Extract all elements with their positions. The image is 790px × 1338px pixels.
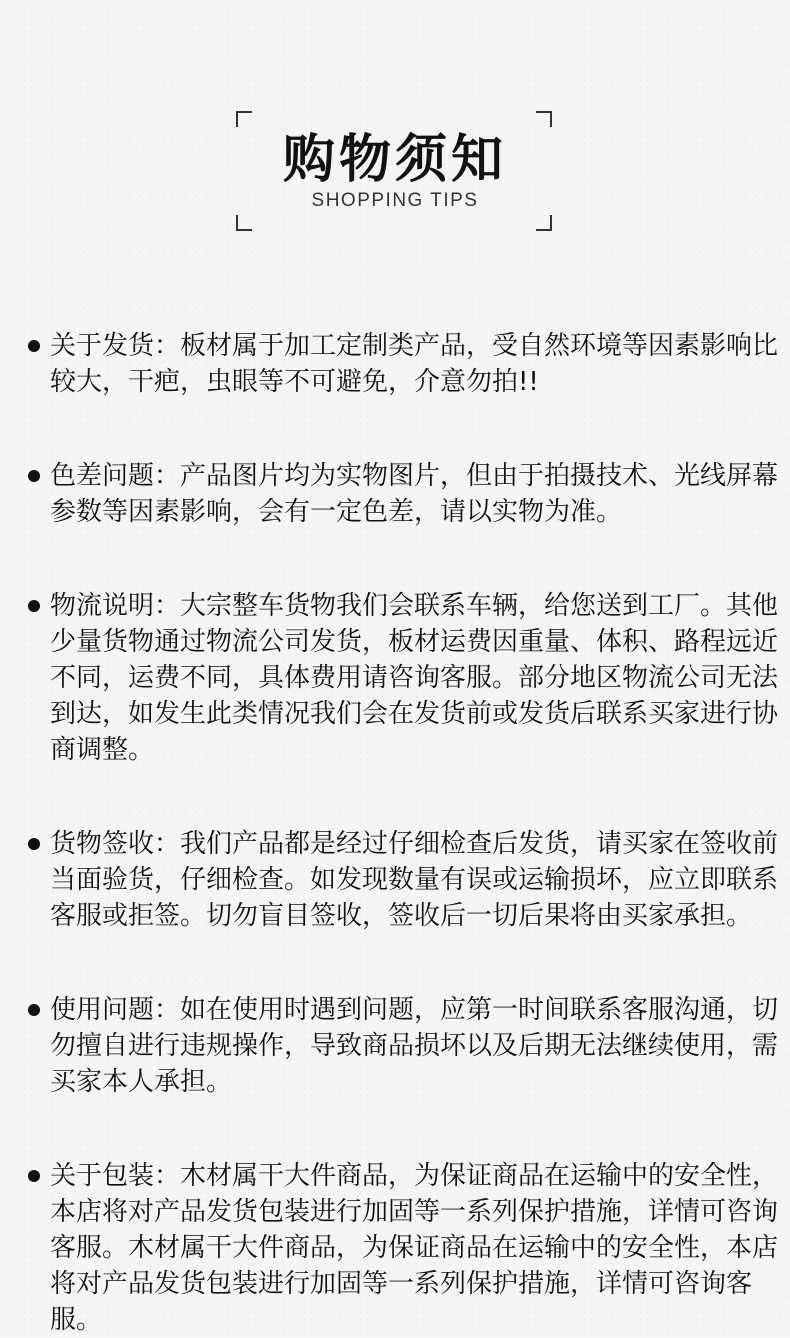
tip-packaging: [26, 1158, 778, 1338]
tip-receipt: [26, 826, 778, 934]
tip-text: 色差问题：产品图片均为实物图片，但由于拍摄技术、光线屏幕参数等因素影响，会有一定色差，请以实物为准。: [50, 461, 779, 527]
bullet-icon: [28, 470, 40, 482]
frame-corner-bottom-left: [236, 215, 252, 231]
bullet-icon: [28, 600, 40, 612]
tip-logistics: [26, 588, 778, 768]
tip-text: 物流说明：大宗整车货物我们会联系车辆，给您送到工厂。其他少量货物通过物流公司发货，板材运费因重量、体积、路程远近不同，运费不同，具体费用请咨询客服。部分地区物流公司无法到达，如发生此类情况我们会在发货前或发货后联系买家进行协商调整。: [50, 591, 779, 765]
frame-corner-top-right: [536, 111, 552, 127]
tip-text: 关于发货：板材属于加工定制类产品，受自然环境等因素影响比较大，干疤，虫眼等不可避免，介意勿拍!!: [50, 331, 779, 397]
frame-corner-bottom-right: [536, 215, 552, 231]
tip-text: 货物签收：我们产品都是经过仔细检查后发货，请买家在签收前当面验货，仔细检查。如发现数量有误或运输损坏，应立即联系客服或拒签。切勿盲目签收，签收后一切后果将由买家承担。: [50, 829, 779, 931]
page-subtitle: SHOPPING TIPS: [311, 190, 479, 211]
tip-text: 关于包装：木材属干大件商品，为保证商品在运输中的安全性，本店将对产品发货包装进行加固等一系列保护措施，详情可咨询客服。木材属干大件商品，为保证商品在运输中的安全性，本店将对产品发货包装进行加固等一系列保护措施，详情可咨询客服。: [50, 1161, 779, 1335]
frame-corner-top-left: [236, 111, 252, 127]
bullet-icon: [28, 1004, 40, 1016]
tip-usage: [26, 992, 778, 1100]
tip-shipping: [26, 328, 778, 400]
header: [0, 0, 790, 260]
bullet-icon: [28, 838, 40, 850]
tip-color-difference: [26, 458, 778, 530]
tips-list: [26, 328, 778, 1338]
tip-text: 使用问题：如在使用时遇到问题，应第一时间联系客服沟通，切勿擅自进行违规操作，导致商品损坏以及后期无法继续使用，需买家本人承担。: [50, 995, 779, 1097]
bullet-icon: [28, 1170, 40, 1182]
bullet-icon: [28, 340, 40, 352]
page-title: 购物须知: [282, 130, 507, 190]
